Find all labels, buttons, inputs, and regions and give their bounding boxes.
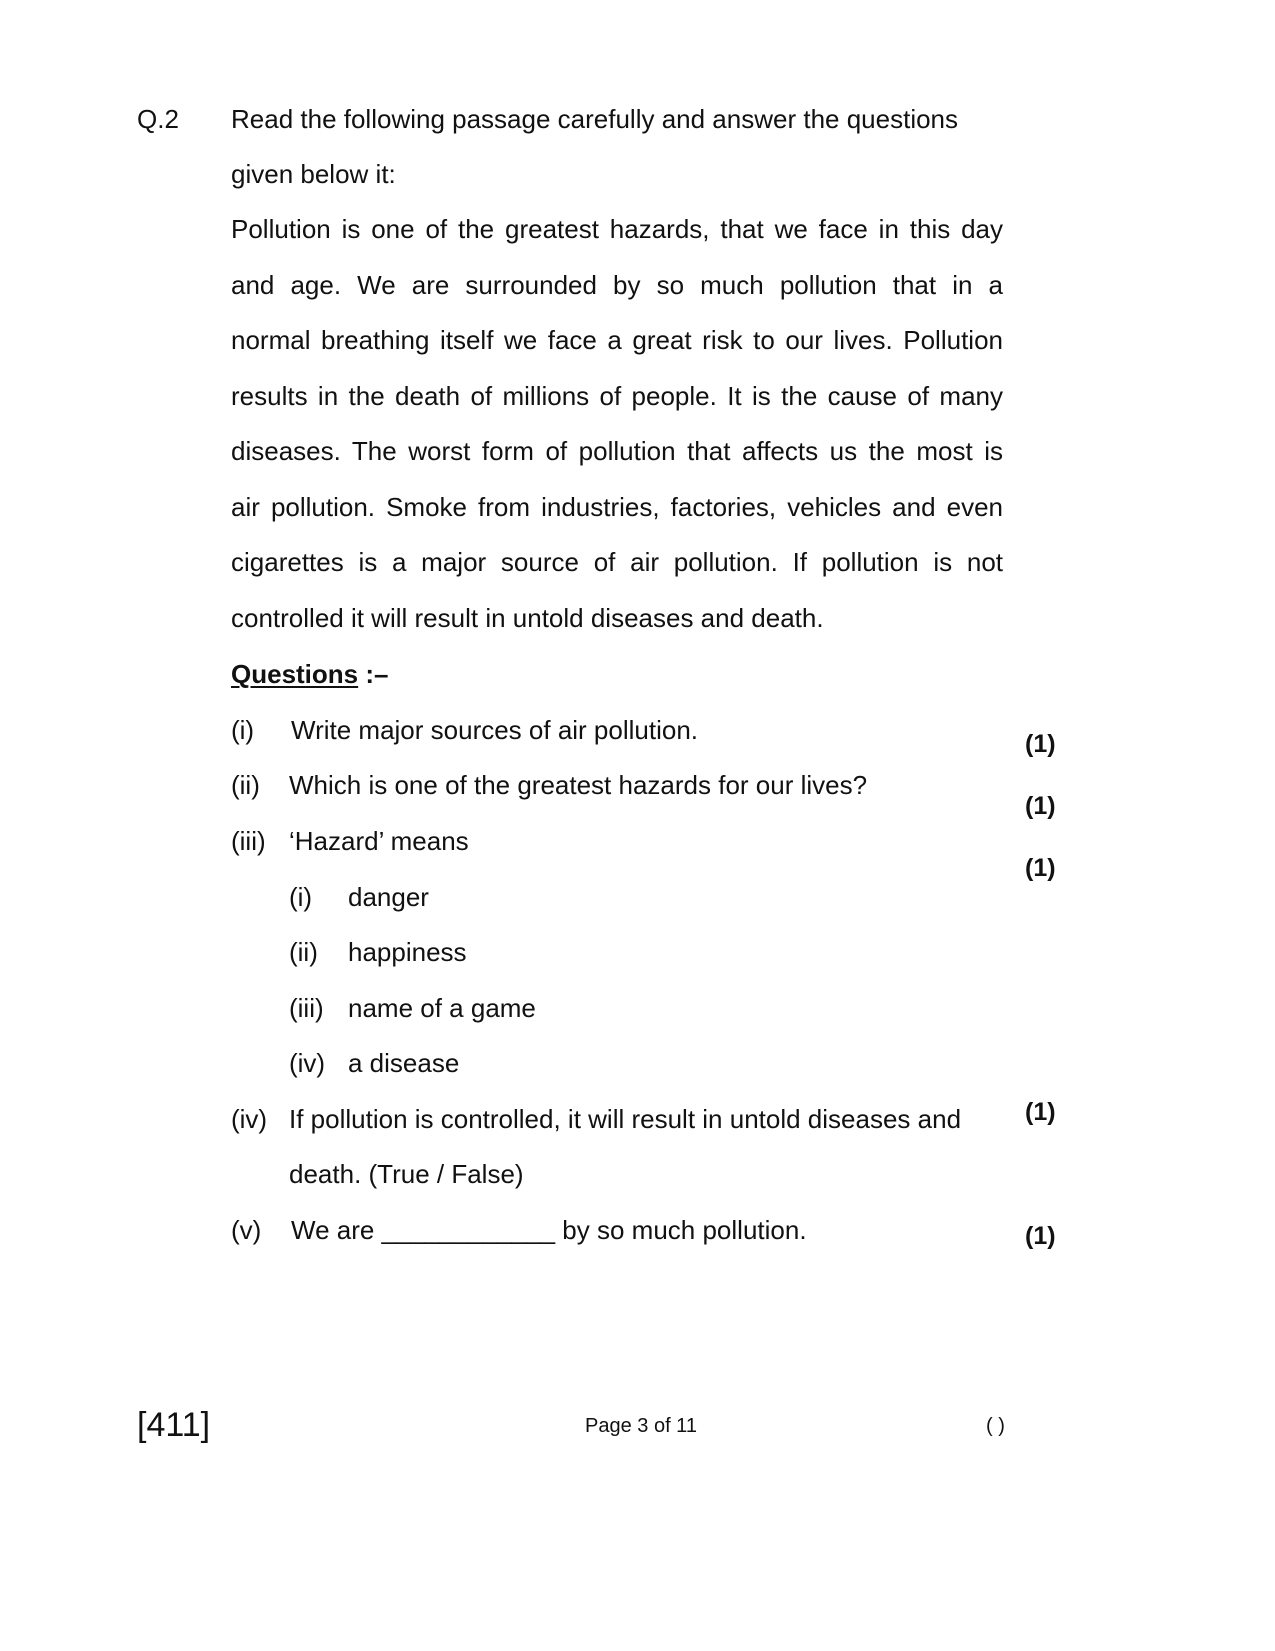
marks-label: (1)	[1025, 792, 1056, 820]
option-number: (i)	[289, 882, 313, 912]
option-text: name of a game	[348, 993, 536, 1023]
question-text: We are ____________ by so much pollution.	[291, 1215, 807, 1245]
marks-label: (1)	[1025, 1222, 1056, 1250]
question-number: (v)	[231, 1215, 262, 1245]
passage-line: air pollution. Smoke from industries, factories, vehicles and even	[231, 492, 1003, 522]
question-text: Write major sources of air pollution.	[291, 715, 699, 745]
question-text: Which is one of the greatest hazards for our lives?	[289, 770, 868, 800]
question-number: (iii)	[231, 826, 266, 856]
paper-code: [411]	[137, 1406, 211, 1444]
marks-label: (1)	[1025, 730, 1056, 758]
instruction-line-2: given below it:	[231, 159, 396, 189]
option-text: happiness	[348, 937, 467, 967]
question-number: (ii)	[231, 770, 260, 800]
passage-line: results in the death of millions of people. It is the cause of many	[231, 381, 1003, 411]
questions-heading-label: Questions	[231, 659, 359, 689]
option-number: (iii)	[289, 993, 324, 1023]
questions-heading-suffix: :–	[358, 659, 389, 689]
instruction-line-1: Read the following passage carefully and answer the questions	[231, 104, 959, 134]
question-number: (i)	[231, 715, 255, 745]
option-number: (iv)	[289, 1048, 326, 1078]
passage-line: cigarettes is a major source of air pollution. If pollution is not	[231, 547, 1003, 577]
footer-parentheses: ( )	[986, 1415, 1005, 1437]
marks-label: (1)	[1025, 1098, 1056, 1126]
question-number: Q.2	[137, 104, 179, 134]
passage-line: and age. We are surrounded by so much pollution that in a	[231, 270, 1003, 300]
passage-line: Pollution is one of the greatest hazards, that we face in this day	[231, 214, 1003, 244]
page-number: Page 3 of 11	[585, 1415, 697, 1437]
question-number: (iv)	[231, 1104, 268, 1134]
question-text-line-2: death. (True / False)	[289, 1159, 524, 1189]
passage-line: diseases. The worst form of pollution that affects us the most is	[231, 436, 1003, 466]
option-text: a disease	[348, 1048, 460, 1078]
marks-label: (1)	[1025, 854, 1056, 882]
option-number: (ii)	[289, 937, 318, 967]
passage-line: controlled it will result in untold diseases and death.	[231, 603, 824, 633]
questions-heading	[231, 659, 388, 689]
passage-line: normal breathing itself we face a great risk to our lives. Pollution	[231, 325, 1003, 355]
option-text: danger	[348, 882, 429, 912]
question-text: ‘Hazard’ means	[289, 826, 469, 856]
question-text: If pollution is controlled, it will result in untold diseases and	[289, 1104, 962, 1134]
